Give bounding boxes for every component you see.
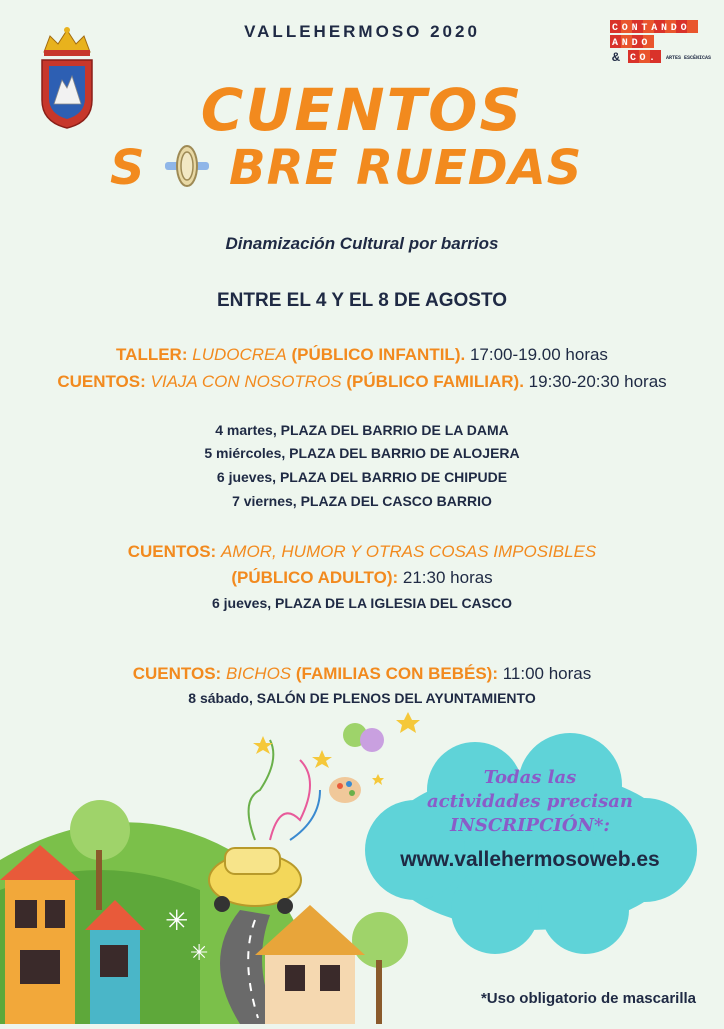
venue-line: 7 viernes, PLAZA DEL CASCO BARRIO [232,493,492,509]
babies-title [0,664,724,684]
workshop-line-2 [0,372,724,392]
adult-label: CUENTOS: [127,542,217,561]
workshop-time: 19:30-20:30 horas [528,372,667,391]
main-title-line2 [110,140,630,196]
venue-line: 4 martes, PLAZA DEL BARRIO DE LA DAMA [215,422,509,438]
cloud-line: actividades precisan [427,791,633,812]
main-title-word: CUENTOS [200,76,524,144]
logo-amp: & [612,50,620,65]
workshop-name: VIAJA CON NOSOTROS [150,372,342,391]
contando-ando-logo [610,20,712,81]
adult-time: 21:30 horas [402,568,493,587]
date-range: ENTRE EL 4 Y EL 8 DE AGOSTO [216,290,508,311]
adult-name: AMOR, HUMOR Y OTRAS COSAS IMPOSIBLES [220,542,597,561]
babies-name: BICHOS [225,664,292,683]
venue-line: 5 miércoles, PLAZA DEL BARRIO DE ALOJERA [204,445,520,461]
logo-word-3: CO. [630,53,659,64]
workshop-audience: (PÚBLICO FAMILIAR). [346,372,524,391]
main-title-s: S [110,140,146,196]
subtitle: Dinamización Cultural por barrios [225,234,499,253]
workshop-line-1 [0,345,724,365]
cloud-text [355,766,705,872]
svg-text:✳: ✳ [165,904,189,937]
logo-word-1: CONTANDO [612,23,691,34]
adult-title [0,542,724,562]
wheel-icon [163,142,211,190]
workshop-audience: (PÚBLICO INFANTIL). [291,345,466,364]
babies-label: CUENTOS: [132,664,222,683]
cloud-line: Todas las [483,767,577,788]
info-cloud [355,730,705,960]
logo-word-2: ANDO [612,38,652,49]
website-link[interactable]: www.vallehermosoweb.es [400,848,660,871]
workshop-label: TALLER: [116,345,188,364]
babies-time: 11:00 horas [502,664,592,683]
adult-audience: (PÚBLICO ADULTO): [231,568,399,587]
workshop-time: 17:00-19.00 horas [469,345,608,364]
main-title-rest: BRE RUEDAS [229,140,583,196]
adult-venue: 6 jueves, PLAZA DE LA IGLESIA DEL CASCO [211,595,512,611]
workshop-label: CUENTOS: [57,372,146,391]
header-title: VALLEHERMOSO 2020 [244,22,480,41]
cloud-line: INSCRIPCIÓN*: [449,815,611,836]
logo-tagline: ARTES ESCÉNICAS [666,55,712,61]
mask-note: *Uso obligatorio de mascarilla [480,990,696,1007]
main-title-line1 [0,76,724,144]
babies-audience: (FAMILIAS CON BEBÉS): [295,664,498,683]
adult-audience-line [0,568,724,588]
workshop-name: LUDOCREA [192,345,287,364]
venue-line: 6 jueves, PLAZA DEL BARRIO DE CHIPUDE [216,469,508,485]
babies-venue: 8 sábado, SALÓN DE PLENOS DEL AYUNTAMIENTO [188,690,536,706]
svg-text:✳: ✳ [190,941,209,966]
